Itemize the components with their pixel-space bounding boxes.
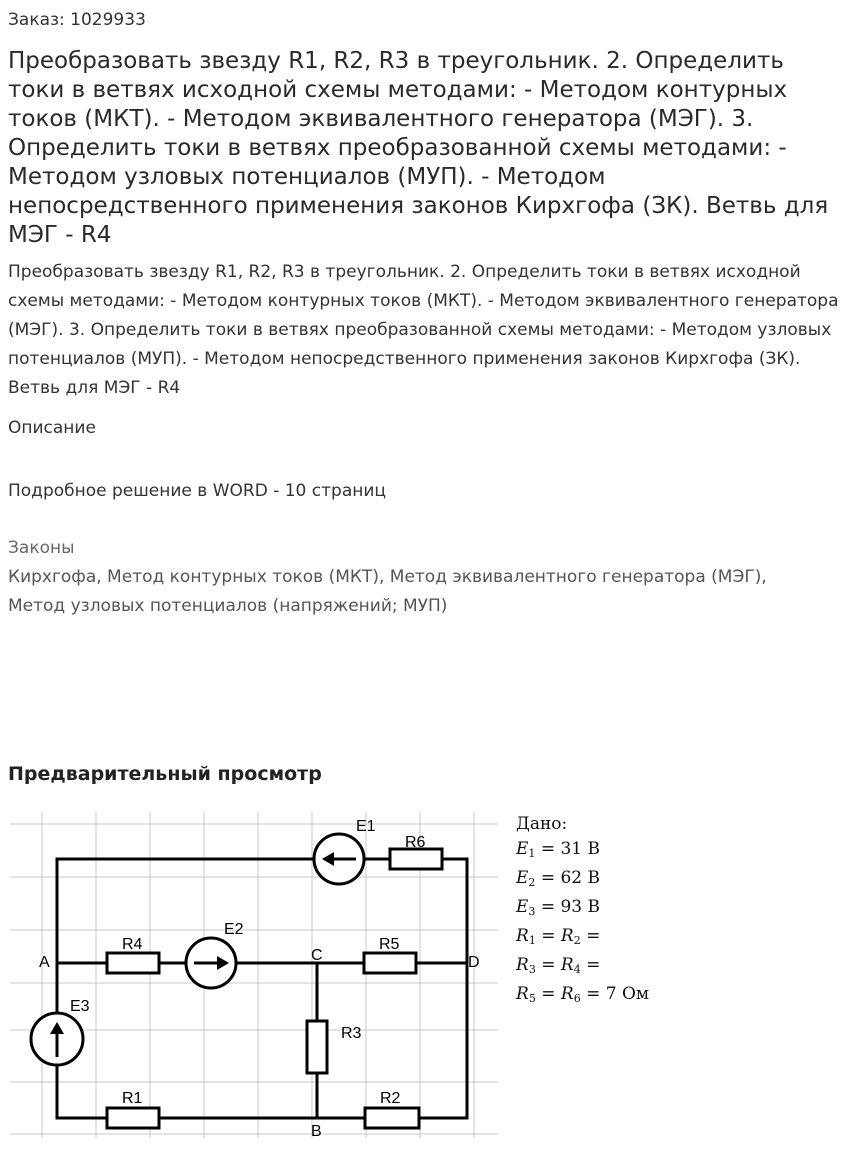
label-e2: E2: [224, 921, 244, 938]
given-r1-r2: $R_1 = R_2$ =: [516, 926, 601, 947]
resistor-r4: [107, 953, 159, 973]
given-values: [516, 812, 649, 1011]
task-text: Преобразовать звезду R1, R2, R3 в треугольник. 2. Определить токи в ветвях исходной схемы методами: - Методом контурных токов (МКТ). - Методом эквивалентного генератора (МЭГ). 3. Определить токи в ветвях преобразованной схемы методами: - Методом узловых потенциалов (МУП). - Методом непосредственного применения законов Кирхгофа (ЗК). Ветвь для МЭГ - R4: [8, 262, 839, 398]
source-e1: [314, 834, 364, 884]
source-e2: [186, 938, 236, 988]
given-e1: $E_1 = 31$ В: [516, 839, 601, 860]
label-c: C: [311, 947, 323, 964]
description-heading: Описание: [8, 418, 96, 438]
order-number: Заказ: 1029933: [8, 10, 146, 30]
given-r5-r6: $R_5 = R_6 = 7$ Ом: [516, 984, 650, 1005]
resistor-r2: [365, 1108, 419, 1128]
label-a: A: [39, 954, 50, 971]
label-r6: R6: [405, 834, 426, 851]
given-heading: Дано:: [516, 814, 568, 834]
laws-list: Кирхгофа, Метод контурных токов (МКТ), Метод эквивалентного генератора (МЭГ), Метод узловых потенциалов (напряжений; МУП): [8, 567, 767, 616]
resistor-r3: [307, 1021, 327, 1073]
label-e3: E3: [70, 998, 90, 1015]
resistor-r6: [390, 849, 442, 869]
label-e1: E1: [356, 818, 376, 835]
label-r5: R5: [379, 936, 400, 953]
circuit-diagram: [0, 800, 510, 1145]
label-r3: R3: [341, 1025, 362, 1042]
preview-heading: Предварительный просмотр: [8, 763, 322, 785]
label-b: B: [311, 1123, 322, 1140]
given-e3: $E_3 = 93$ В: [516, 897, 601, 918]
resistor-r5: [364, 953, 416, 973]
laws-heading: Законы: [8, 538, 75, 558]
source-e3: [31, 1013, 83, 1065]
given-r3-r4: $R_3 = R_4$ =: [516, 955, 601, 976]
wires: [57, 859, 467, 1118]
label-r2: R2: [380, 1090, 401, 1107]
given-e2: $E_2 = 62$ В: [516, 868, 601, 889]
label-d: D: [468, 954, 480, 971]
label-r4: R4: [122, 936, 143, 953]
label-r1: R1: [122, 1090, 143, 1107]
page-title: Преобразовать звезду R1, R2, R3 в треугольник. 2. Определить токи в ветвях исходной схемы методами: - Методом контурных токов (МКТ). - Методом эквивалентного генератора (МЭГ). 3. Определить токи в ветвях преобразованной схемы методами: - Методом узловых потенциалов (МУП). - Методом непосредственного применения законов Кирхгофа (ЗК). Ветвь для МЭГ - R4: [8, 48, 829, 248]
description-text: Подробное решение в WORD - 10 страниц: [8, 481, 386, 501]
resistor-r1: [107, 1108, 159, 1128]
